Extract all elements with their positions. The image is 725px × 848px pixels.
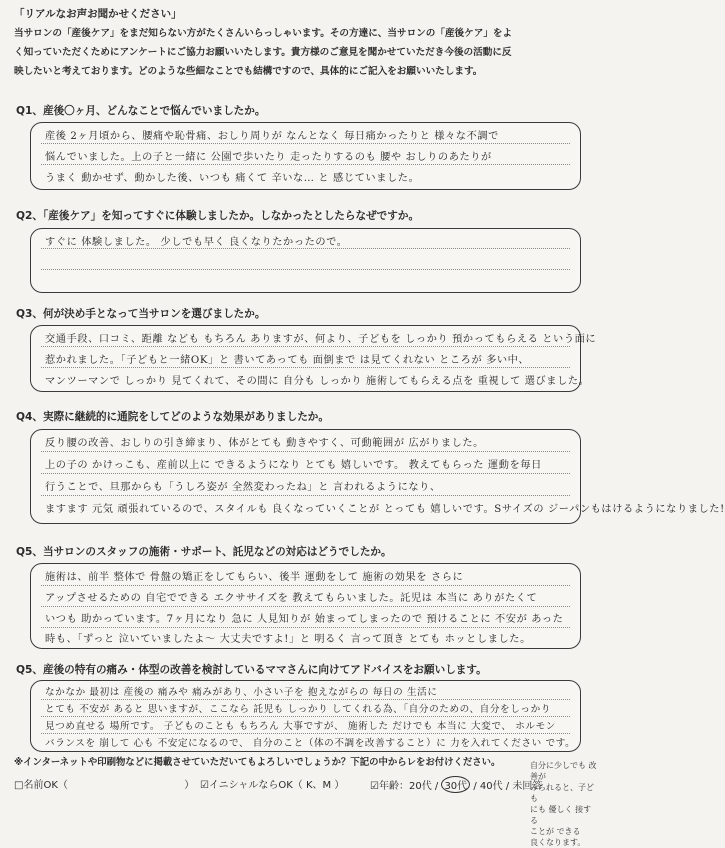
answer-text: 上の子の かけっこも、産前以上に できるようになり とても 嬉しいです。 教えてもらった 運動を毎日 <box>45 460 542 471</box>
ruled-line <box>41 585 570 586</box>
margin-note-line: みられると、子ども <box>530 783 594 803</box>
ruled-line <box>41 269 570 270</box>
question-4-label: Q4、実際に継続的に通院をしてどのような効果がありましたか。 <box>16 411 329 423</box>
answer-box-1[interactable] <box>30 122 581 190</box>
ruled-line <box>41 733 570 734</box>
answer-box-4[interactable] <box>30 429 725 524</box>
answer-text: 施術は、前半 整体で 骨盤の矯正をしてもらい、後半 運動をして 施術の効果を さらに <box>45 572 464 583</box>
answer-text: 反り腰の改善、おしりの引き締まり、体がとても 動きやすく、可動範囲が 広がりました。 <box>45 438 484 449</box>
answer-text: なかなか 最初は 産後の 痛みや 痛みがあり、小さい子を 抱えながらの 毎日の 生活に <box>45 687 438 698</box>
answer-box-6[interactable] <box>30 680 581 752</box>
survey-title: 「リアルなお声お聞かせください」 <box>14 8 182 20</box>
option-age-circled: 30代 <box>441 776 470 793</box>
answer-box-2[interactable] <box>30 228 581 293</box>
margin-note-line: 良くなります。 <box>530 838 586 847</box>
answer-box-3[interactable] <box>30 325 597 392</box>
ruled-line <box>41 606 570 607</box>
answer-text: 交通手段、口コミ、距離 なども もちろん ありますが、何より、子どもを しっかり 預かってもらえる という面に <box>45 334 597 345</box>
answer-text: アップさせるための 自宅でできる エクササイズを 教えてもらいました。託児は 本当に ありがたくて <box>45 593 538 604</box>
answer-text: 見つめ直せる 場所です。 子どものことも もちろん 大事ですが、 施術した だけでも 本当に 大変で、 ホルモン <box>45 721 556 732</box>
option-name-close: ） <box>184 780 195 791</box>
intro-line: 映したいと考えております。どのような些細なことでも結構ですので、具体的にご記入をお願いいたします。 <box>14 66 483 77</box>
answer-box-5[interactable] <box>30 563 581 649</box>
ruled-line <box>41 473 570 474</box>
margin-handwritten-note <box>530 760 599 848</box>
ruled-line <box>41 716 570 717</box>
question-6-label: Q5、産後の特有の痛み・体型の改善を検討しているママさんに向けてアドバイスをお願いします。 <box>16 664 487 676</box>
answer-text: バランスを 崩して 心も 不安定になるので、 自分のこと（体の不調を改善すること）に 力を入れてください です。 <box>45 738 576 749</box>
answer-text: とても 不安が あると 思いますが、ここなら 託児も しっかり してくれる為、「自分のための、自分をしっかり <box>45 704 552 715</box>
ruled-line <box>41 164 570 165</box>
answer-text: 産後 2ヶ月頃から、腰痛や恥骨痛、おしり周りが なんとなく 毎日痛かったりと 様々な不調で <box>45 131 499 142</box>
survey-intro <box>14 24 588 81</box>
option-initial-ok[interactable] <box>200 776 344 791</box>
answer-text: すぐに 体験しました。 少しでも早く 良くなりたかったので。 <box>45 237 348 248</box>
answer-text: 時も、「ずっと 泣いていましたよ～ 大丈夫ですよ!」と 明るく 言って頂き とても ホッとしました。 <box>45 634 531 645</box>
answer-text: 悩んでいました。上の子と一緒に 公園で歩いたり 走ったりするのも 腰や おしりのあたりが <box>45 152 492 163</box>
ruled-line <box>41 248 570 249</box>
option-name-ok[interactable] <box>14 776 194 791</box>
margin-note-line: ことが できる <box>530 827 581 836</box>
ruled-line <box>41 367 570 368</box>
answer-text: 行うことで、旦那からも「うしろ姿が 全然変わったね」と 言われるようになり、 <box>45 482 441 493</box>
option-age-suffix: / 40代 / 未回答 <box>473 781 543 792</box>
option-age[interactable] <box>370 776 542 793</box>
answer-text: 惹かれました。「子どもと一緒OK」と 書いてあっても 面倒まで は見てくれない ところが 多い中、 <box>45 355 530 366</box>
answer-text: うまく 動かせず、動かした後、いつも 痛くて 辛いな… と 感じていました。 <box>45 173 420 184</box>
ruled-line <box>41 346 570 347</box>
margin-note-line: 自分に少しでも 改善が <box>530 761 597 781</box>
option-age-prefix: ☑年齢：20代 / <box>370 781 439 792</box>
margin-note-line: にも 優しく 接する <box>530 805 592 825</box>
ruled-line <box>41 495 570 496</box>
intro-line: く知っていただくためにアンケートにご協力お願いいたします。貴方様のご意見を聞かせていただき今後の活動に反 <box>14 47 512 58</box>
answer-text: ますます 元気 頑張れているので、スタイルも 良くなっていくことが とっても 嬉しいです。Sサイズの ジーパンもはけるようになりました! <box>45 504 725 515</box>
answer-text: マンツーマンで しっかり 見てくれて、その間に 自分も しっかり 施術してもらえる点を 重視して 選びました。 <box>45 376 590 387</box>
answer-text: いつも 助かっています。7ヶ月になり 急に 人見知りが 始まってしまったので 預けることに 不安が あった <box>45 614 564 625</box>
question-2-label: Q2、「産後ケア」を知ってすぐに体験しましたか。しなかったとしたらなぜですか。 <box>16 210 420 222</box>
question-1-label: Q1、産後〇ヶ月、どんなことで悩んでいましたか。 <box>16 105 266 117</box>
question-3-label: Q3、何が決め手となって当サロンを選びましたか。 <box>16 308 266 320</box>
ruled-line <box>41 627 570 628</box>
intro-line: 当サロンの「産後ケア」をまだ知らない方がたくさんいらっしゃいます。その方達に、当サロンの「産後ケア」をよ <box>14 28 513 39</box>
publish-permission-note: ※インターネットや印刷物などに掲載させていただいてもよろしいでしょうか？下記の中からレをお付けください。 <box>14 757 501 768</box>
question-5-label: Q5、当サロンのスタッフの施術・サポート、託児などの対応はどうでしたか。 <box>16 546 392 558</box>
option-initial-label: ☑イニシャルならOK（ K、M ） <box>200 780 345 791</box>
ruled-line <box>41 143 570 144</box>
ruled-line <box>41 699 570 700</box>
ruled-line <box>41 451 570 452</box>
option-name-label: □名前OK（ <box>14 780 68 791</box>
